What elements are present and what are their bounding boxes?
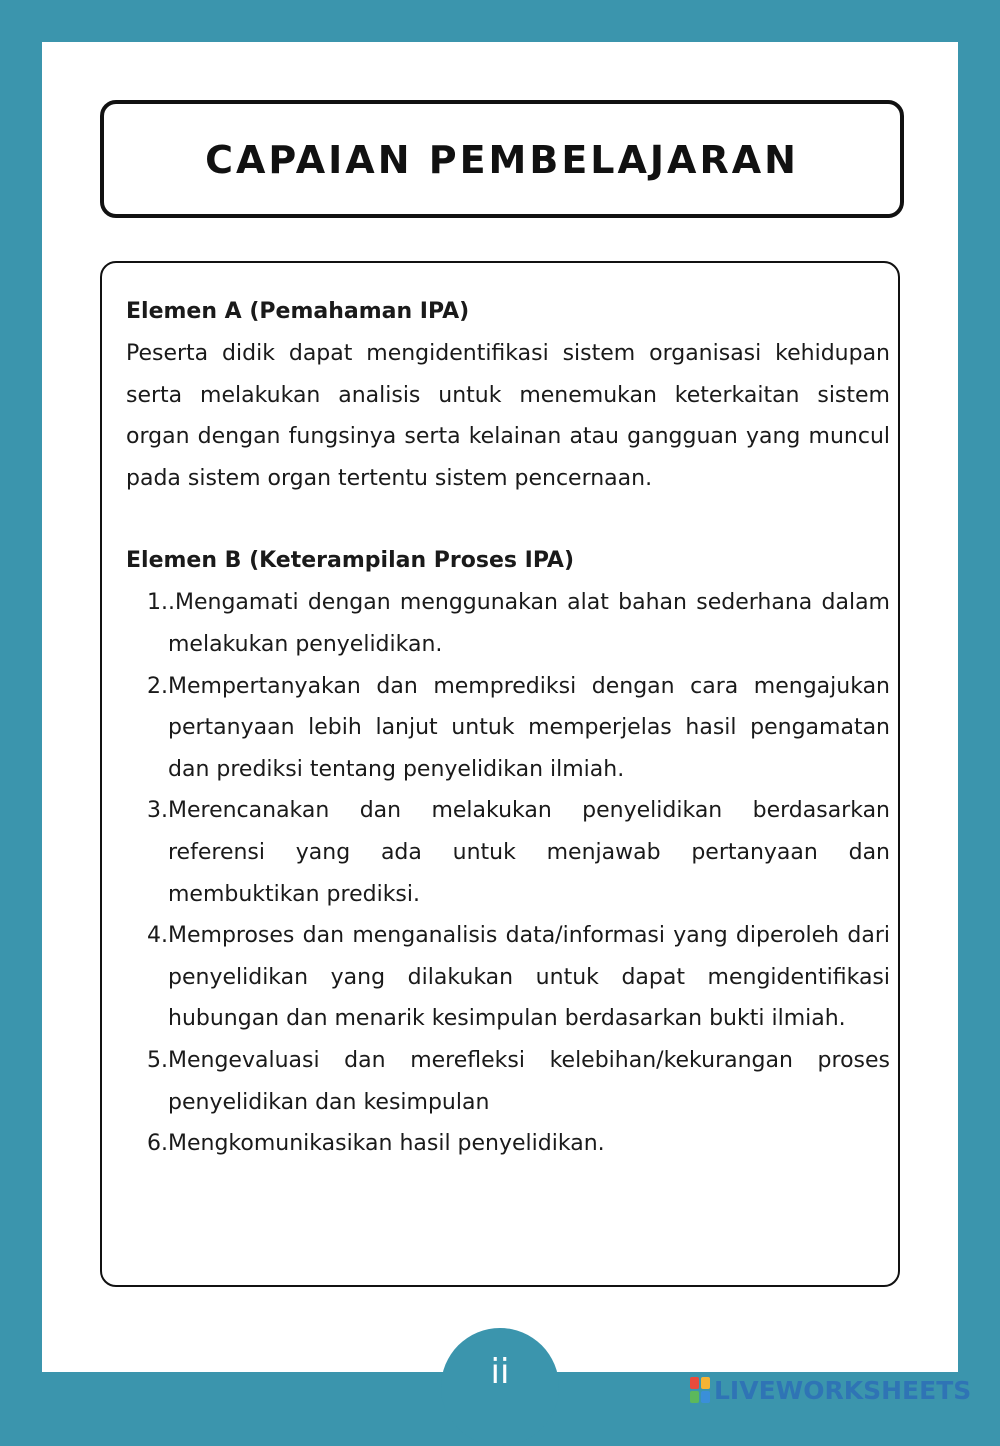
liveworksheets-watermark: [690, 1374, 971, 1406]
list-item-text: Memproses dan menganalisis data/informasi yang diperoleh dari penyelidikan yang dilakukan untuk dapat mengidentifikasi hubungan dan menarik kesimpulan berdasarkan bukti ilmiah.: [168, 923, 890, 1032]
section-spacer: [126, 499, 890, 540]
list-item-text: Mengkomunikasikan hasil penyelidikan.: [168, 1131, 605, 1157]
watermark-text: LIVEWORKSHEETS: [714, 1375, 972, 1405]
content-box: [100, 261, 900, 1287]
list-item-text: Mempertanyakan dan memprediksi dengan cara mengajukan pertanyaan lebih lanjut untuk memperjelas hasil pengamatan dan prediksi tentang penyelidikan ilmiah.: [168, 673, 890, 782]
list-item-number: 1.: [147, 590, 168, 616]
list-item-number: 4.: [147, 923, 168, 949]
content-body: [126, 291, 890, 1165]
list-item-number: 2.: [147, 673, 168, 699]
liveworksheets-logo-icon: [690, 1377, 710, 1403]
list-item: [126, 666, 890, 791]
list-item: [126, 790, 890, 915]
list-item: [126, 1123, 890, 1165]
title-box: [100, 100, 904, 218]
list-item-text: .Mengamati dengan menggunakan alat bahan sederhana dalam melakukan penyelidikan.: [168, 590, 890, 657]
page-sheet: [42, 42, 958, 1372]
list-item: [126, 582, 890, 665]
list-item-text: Mengevaluasi dan merefleksi kelebihan/kekurangan proses penyelidikan dan kesimpulan: [168, 1047, 890, 1115]
list-item: [126, 915, 890, 1040]
element-a-paragraph: Peserta didik dapat mengidentifikasi sistem organisasi kehidupan serta melakukan analisis untuk menemukan keterkaitan sistem organ dengan fungsinya serta kelainan atau gangguan yang muncul pada sistem organ tertentu sistem pencernaan.: [126, 341, 890, 491]
element-a-heading: Elemen A (Pemahaman IPA): [126, 299, 470, 324]
element-b-list: [126, 582, 890, 1164]
list-item-number: 3.: [147, 798, 168, 824]
list-item-number: 5.: [147, 1047, 168, 1073]
element-b-heading: Elemen B (Keterampilan Proses IPA): [126, 548, 575, 574]
list-item: [126, 1040, 890, 1123]
list-item-text: Merencanakan dan melakukan penyelidikan berdasarkan referensi yang ada untuk menjawab pertanyaan dan membuktikan prediksi.: [168, 798, 890, 907]
page-number: ii: [490, 1352, 510, 1392]
list-item-number: 6.: [147, 1131, 168, 1157]
page-title: CAPAIAN PEMBELAJARAN: [205, 138, 799, 182]
